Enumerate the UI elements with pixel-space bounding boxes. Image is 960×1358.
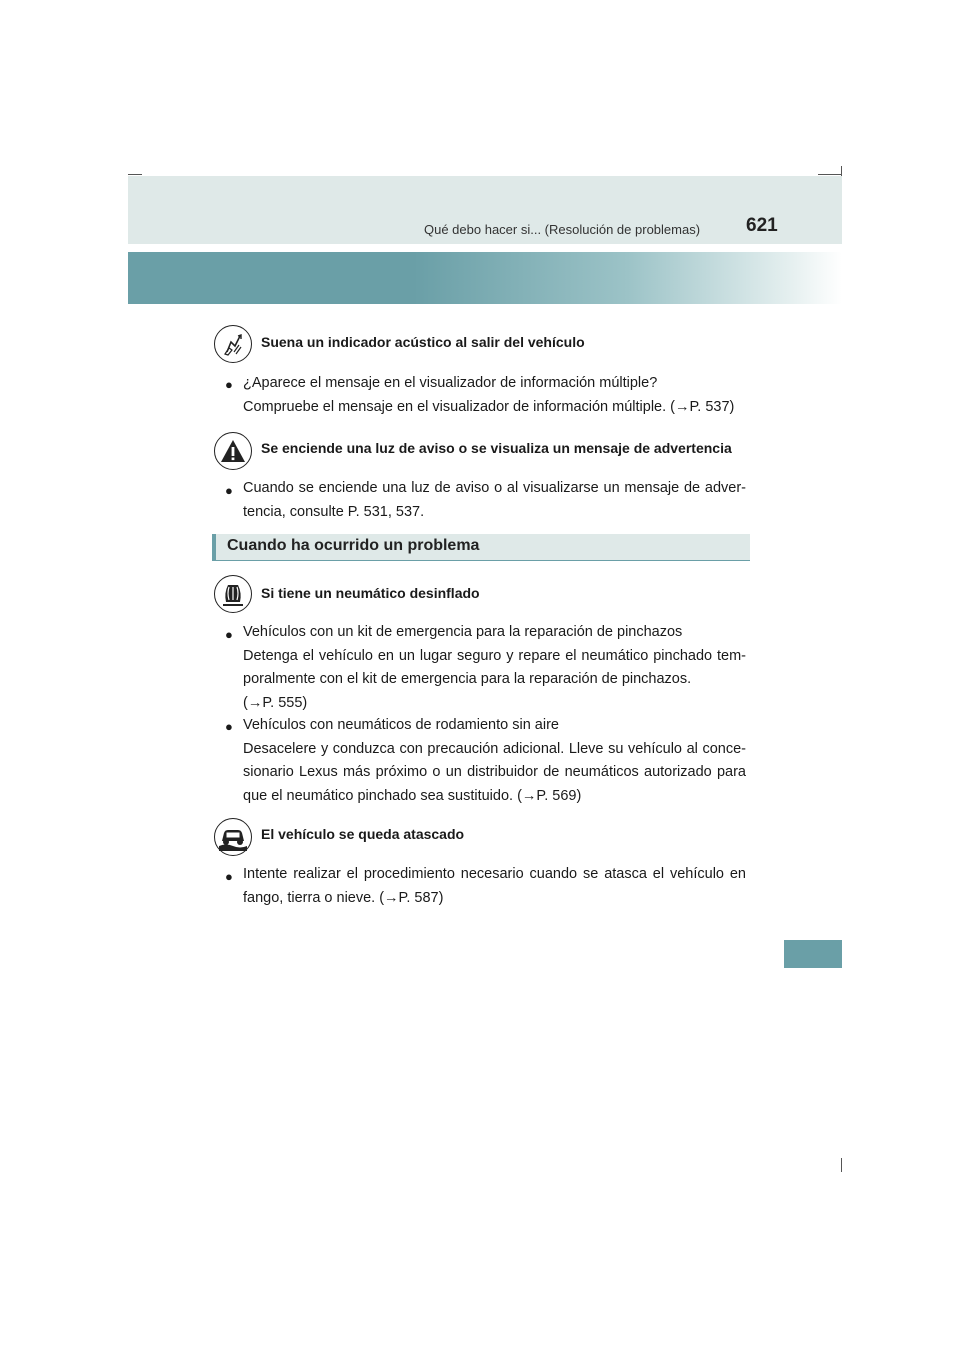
text-line: ¿Aparece el mensaje en el visualizador de información múltiple?	[243, 375, 658, 391]
header-title: Qué debo hacer si... (Resolución de problemas)	[424, 222, 701, 237]
stuck-vehicle-icon	[214, 818, 252, 856]
bullet-marker: ●	[225, 377, 233, 392]
item-heading: Suena un indicador acústico al salir del vehículo	[261, 334, 585, 350]
text-line: tencia, consulte P. 531, 537.	[243, 503, 425, 520]
text-line: Compruebe el mensaje en el visualizador de información múltiple. (→P. 537)	[243, 398, 735, 415]
text-line: Desacelere y conduzca con precaución adicional. Lleve su vehículo al conce-	[243, 740, 746, 757]
text-line: sionario Lexus más próximo o un distribuidor de neumáticos autorizado para	[243, 764, 746, 780]
page-number: 621	[746, 215, 778, 236]
bullet-marker: ●	[225, 483, 233, 498]
exit-vehicle-icon	[214, 325, 252, 363]
text-line: Cuando se enciende una luz de aviso o al visualizarse un mensaje de adver-	[243, 480, 746, 496]
text-line: Intente realizar el procedimiento necesario cuando se atasca el vehículo en	[243, 866, 746, 882]
section-title: Cuando ha ocurrido un problema	[227, 537, 480, 554]
item-heading: Si tiene un neumático desinflado	[261, 585, 480, 601]
item-heading: El vehículo se queda atascado	[261, 826, 465, 842]
flat-tire-icon	[214, 575, 252, 613]
bullet-marker: ●	[225, 627, 233, 642]
text-line: poralmente con el kit de emergencia para la reparación de pinchazos.	[243, 671, 692, 687]
crop-mark	[841, 1158, 842, 1172]
bullet-text	[243, 714, 746, 808]
chapter-band	[128, 252, 842, 304]
section-header	[212, 534, 750, 561]
chapter-tab	[784, 940, 842, 968]
bullet-text	[243, 372, 746, 419]
crop-mark	[818, 174, 842, 175]
item-heading: Se enciende una luz de aviso o se visualiza un mensaje de advertencia	[261, 440, 732, 456]
text-line: Vehículos con neumáticos de rodamiento sin aire	[243, 717, 559, 733]
bullet-text	[243, 621, 746, 715]
text-line: que el neumático pinchado sea sustituido. (→P. 569)	[243, 787, 582, 804]
warning-triangle-icon	[214, 432, 252, 470]
crop-mark	[128, 174, 142, 175]
text-line: Detenga el vehículo en un lugar seguro y repare el neumático pinchado tem-	[243, 647, 746, 664]
bullet-text	[243, 863, 746, 910]
text-line: Vehículos con un kit de emergencia para la reparación de pinchazos	[243, 624, 683, 640]
text-line: fango, tierra o nieve. (→P. 587)	[243, 889, 444, 906]
text-line: (→P. 555)	[243, 694, 308, 711]
bullet-text	[243, 477, 746, 524]
bullet-marker: ●	[225, 719, 233, 734]
bullet-marker: ●	[225, 869, 233, 884]
